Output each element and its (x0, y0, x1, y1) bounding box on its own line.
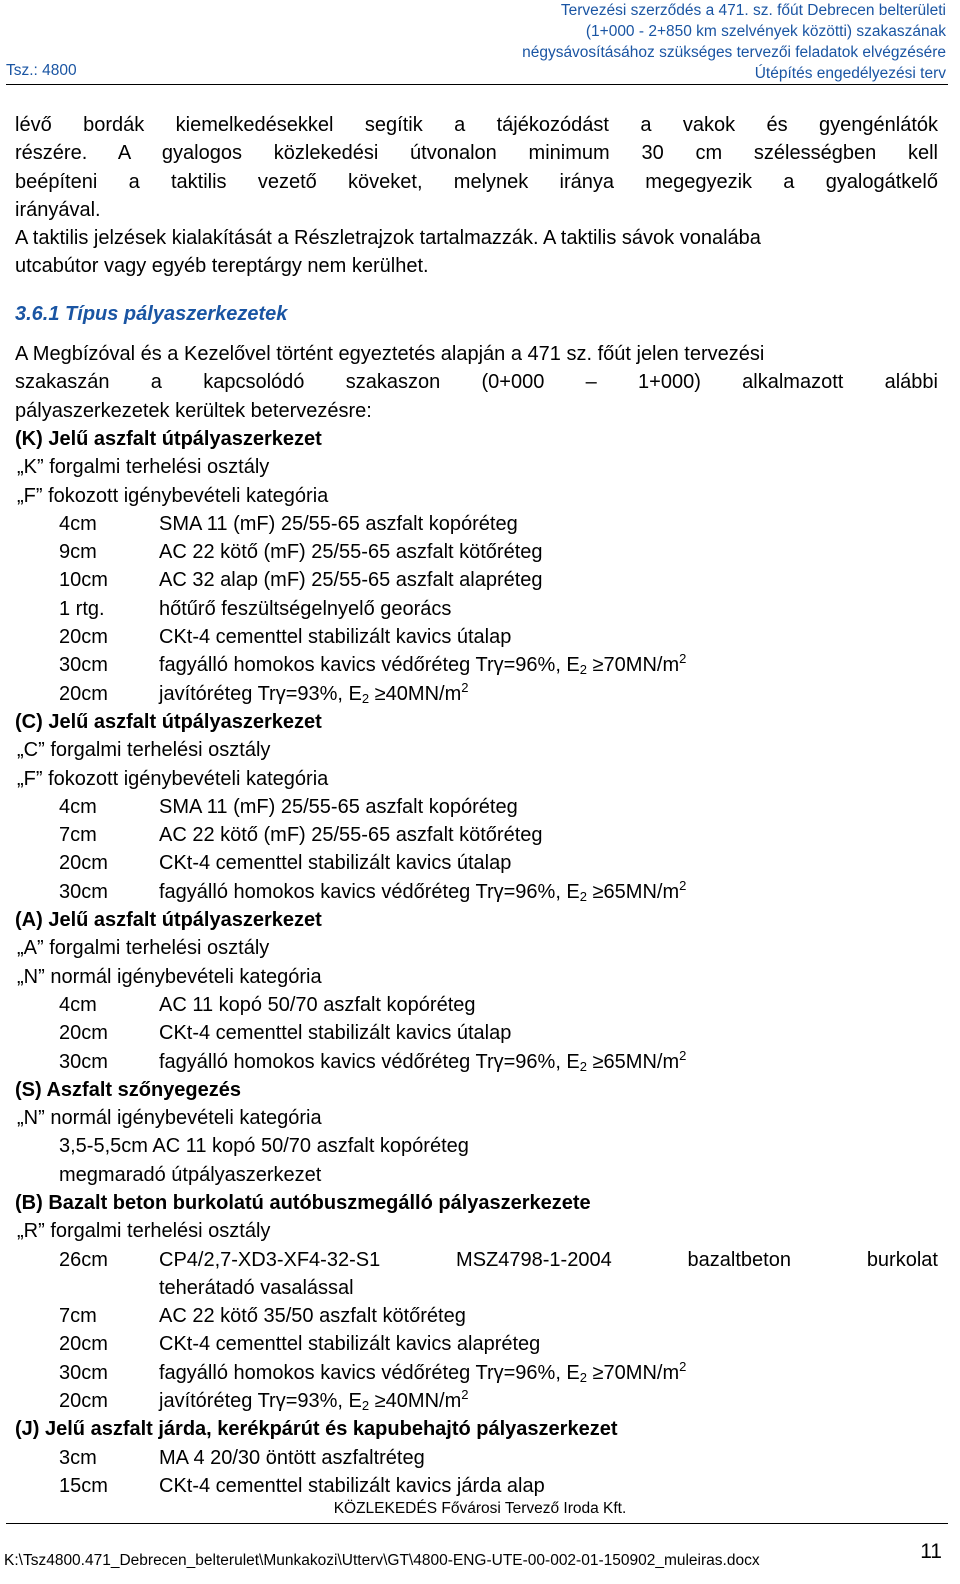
header-project-number: Tsz.: 4800 (6, 62, 77, 79)
structure-title-a: (A) Jelű aszfalt útpályaszerkezet (15, 909, 322, 932)
footer-company: KÖZLEKEDÉS Fővárosi Tervező Iroda Kft. (333, 1500, 627, 1517)
header-line-2: (1+000 - 2+850 km szelvények közötti) szakaszának (585, 23, 946, 40)
header-line-4: Útépítés engedélyezési terv (754, 65, 946, 82)
layer-row: 10cm AC 32 alap (mF) 25/55-65 aszfalt alapréteg (59, 569, 543, 592)
overlay-layer: 3,5-5,5cm AC 11 kopó 50/70 aszfalt kopóréteg (59, 1135, 469, 1158)
intro-line: részére. A gyalogos közlekedési útvonalon minimum 30 cm szélességben kell (15, 142, 938, 165)
intro-line: A taktilis jelzések kialakítását a Részletrajzok tartalmazzák. A taktilis sávok vonalába (15, 227, 761, 250)
header-title-block (522, 0, 946, 84)
layer-row-frost: 30cm fagyálló homokos kavics védőréteg Trγ=96%, $E_2 \ge 70MN/m^2$ (59, 1358, 687, 1385)
layer-row: 20cm CKt-4 cementtel stabilizált kavics útalap (59, 852, 512, 875)
intro-line: beépíteni a taktilis vezető köveket, melynek iránya megegyezik a gyalogátkelő (15, 170, 938, 193)
header-rule (6, 84, 948, 85)
layer-row: 7cm AC 22 kötő (mF) 25/55-65 aszfalt kötőréteg (59, 824, 543, 847)
load-category: „F” fokozott igénybevételi kategória (17, 767, 329, 790)
layer-row-frost: 30cm fagyálló homokos kavics védőréteg Trγ=96%, $E_2 \ge 65MN/m^2$ (59, 877, 687, 904)
load-category: „F” fokozott igénybevételi kategória (17, 484, 329, 507)
load-category: „N” normál igénybevételi kategória (17, 1107, 322, 1130)
footer-rule (6, 1523, 948, 1524)
structure-title-b: (B) Bazalt beton burkolatú autóbuszmegálló pályaszerkezete (15, 1191, 591, 1214)
section-title: Típus pályaszerkezetek (65, 302, 288, 325)
traffic-class: „K” forgalmi terhelési osztály (17, 456, 270, 479)
layer-row-frost: 30cm fagyálló homokos kavics védőréteg Trγ=96%, $E_2 \ge 65MN/m^2$ (59, 1047, 687, 1074)
layer-row-frost: 30cm fagyálló homokos kavics védőréteg Trγ=96%, $E_2 \ge 70MN/m^2$ (59, 651, 687, 678)
traffic-class: „R” forgalmi terhelési osztály (17, 1220, 271, 1243)
traffic-class: „A” forgalmi terhelési osztály (17, 937, 270, 960)
layer-row-improvement: 20cm javítóréteg Trγ=93%, $E_2 \ge 40MN/m^2$ (59, 1387, 469, 1414)
layer-row: 9cm AC 22 kötő (mF) 25/55-65 aszfalt kötőréteg (59, 541, 543, 564)
footer-file-path: K:\Tsz4800.471_Debrecen_belterulet\Munkakozi\Utterv\GT\4800-ENG-UTE-00-002-01-150902_muleiras.docx (4, 1552, 760, 1569)
intro-line: lévő bordák kiemelkedésekkel segítik a tájékozódást a vakok és gyengénlátók (15, 114, 938, 136)
layer-row: 4cm SMA 11 (mF) 25/55-65 aszfalt kopóréteg (59, 795, 518, 818)
layer-row: 7cm AC 22 kötő 35/50 aszfalt kötőréteg (59, 1305, 466, 1328)
section-heading (15, 300, 938, 328)
header-line-3: négysávosításához szükséges tervezői feladatok elvégzésére (522, 44, 946, 61)
traffic-class: „C” forgalmi terhelési osztály (17, 739, 271, 762)
page-number: 11 (920, 1540, 942, 1563)
section-intro-line: pályaszerkezetek kerültek betervezésre: (15, 399, 372, 422)
structure-title-j: (J) Jelű aszfalt járda, kerékpárút és kapubehajtó pályaszerkezet (15, 1418, 618, 1441)
layer-row: 20cm CKt-4 cementtel stabilizált kavics alapréteg (59, 1333, 541, 1356)
layer-row-continuation: teherátadó vasalással (159, 1276, 354, 1299)
load-category: „N” normál igénybevételi kategória (17, 965, 322, 988)
layer-row: 20cm CKt-4 cementtel stabilizált kavics útalap (59, 626, 512, 649)
layer-row: 20cm CKt-4 cementtel stabilizált kavics útalap (59, 1022, 512, 1045)
layer-row: 1 rtg. hőtűrő feszültségelnyelő georács (59, 597, 452, 620)
intro-line: irányával. (15, 198, 101, 221)
document-body (15, 111, 938, 1500)
intro-line: utcabútor vagy egyéb tereptárgy nem kerülhet. (15, 255, 429, 278)
header-line-1: Tervezési szerződés a 471. sz. főút Debrecen belterületi (560, 2, 946, 19)
structure-title-k: (K) Jelű aszfalt útpályaszerkezet (15, 427, 322, 450)
section-number: 3.6.1 (15, 302, 60, 325)
section-intro-line: A Megbízóval és a Kezelővel történt egyeztetés alapján a 471 sz. főút jelen tervezési (15, 343, 765, 366)
layer-row: 15cm CKt-4 cementtel stabilizált kavics járda alap (59, 1474, 545, 1497)
layer-row: 4cm AC 11 kopó 50/70 aszfalt kopóréteg (59, 993, 476, 1016)
overlay-remaining: megmaradó útpályaszerkezet (59, 1163, 322, 1186)
layer-row: 3cm MA 4 20/30 öntött aszfaltréteg (59, 1446, 425, 1469)
structure-title-c: (C) Jelű aszfalt útpályaszerkezet (15, 710, 322, 733)
layer-row-concrete: 26cm CP4/2,7-XD3-XF4-32-S1 MSZ4798-1-2004 bazaltbeton burkolat (59, 1248, 938, 1271)
structure-title-s: (S) Aszfalt szőnyegezés (15, 1078, 241, 1101)
layer-row-improvement: 20cm javítóréteg Trγ=93%, $E_2 \ge 40MN/m^2$ (59, 679, 469, 706)
section-intro-line: szakaszán a kapcsolódó szakaszon (0+000 – 1+000) alkalmazott alábbi (15, 371, 938, 394)
layer-row: 4cm SMA 11 (mF) 25/55-65 aszfalt kopóréteg (59, 512, 518, 535)
